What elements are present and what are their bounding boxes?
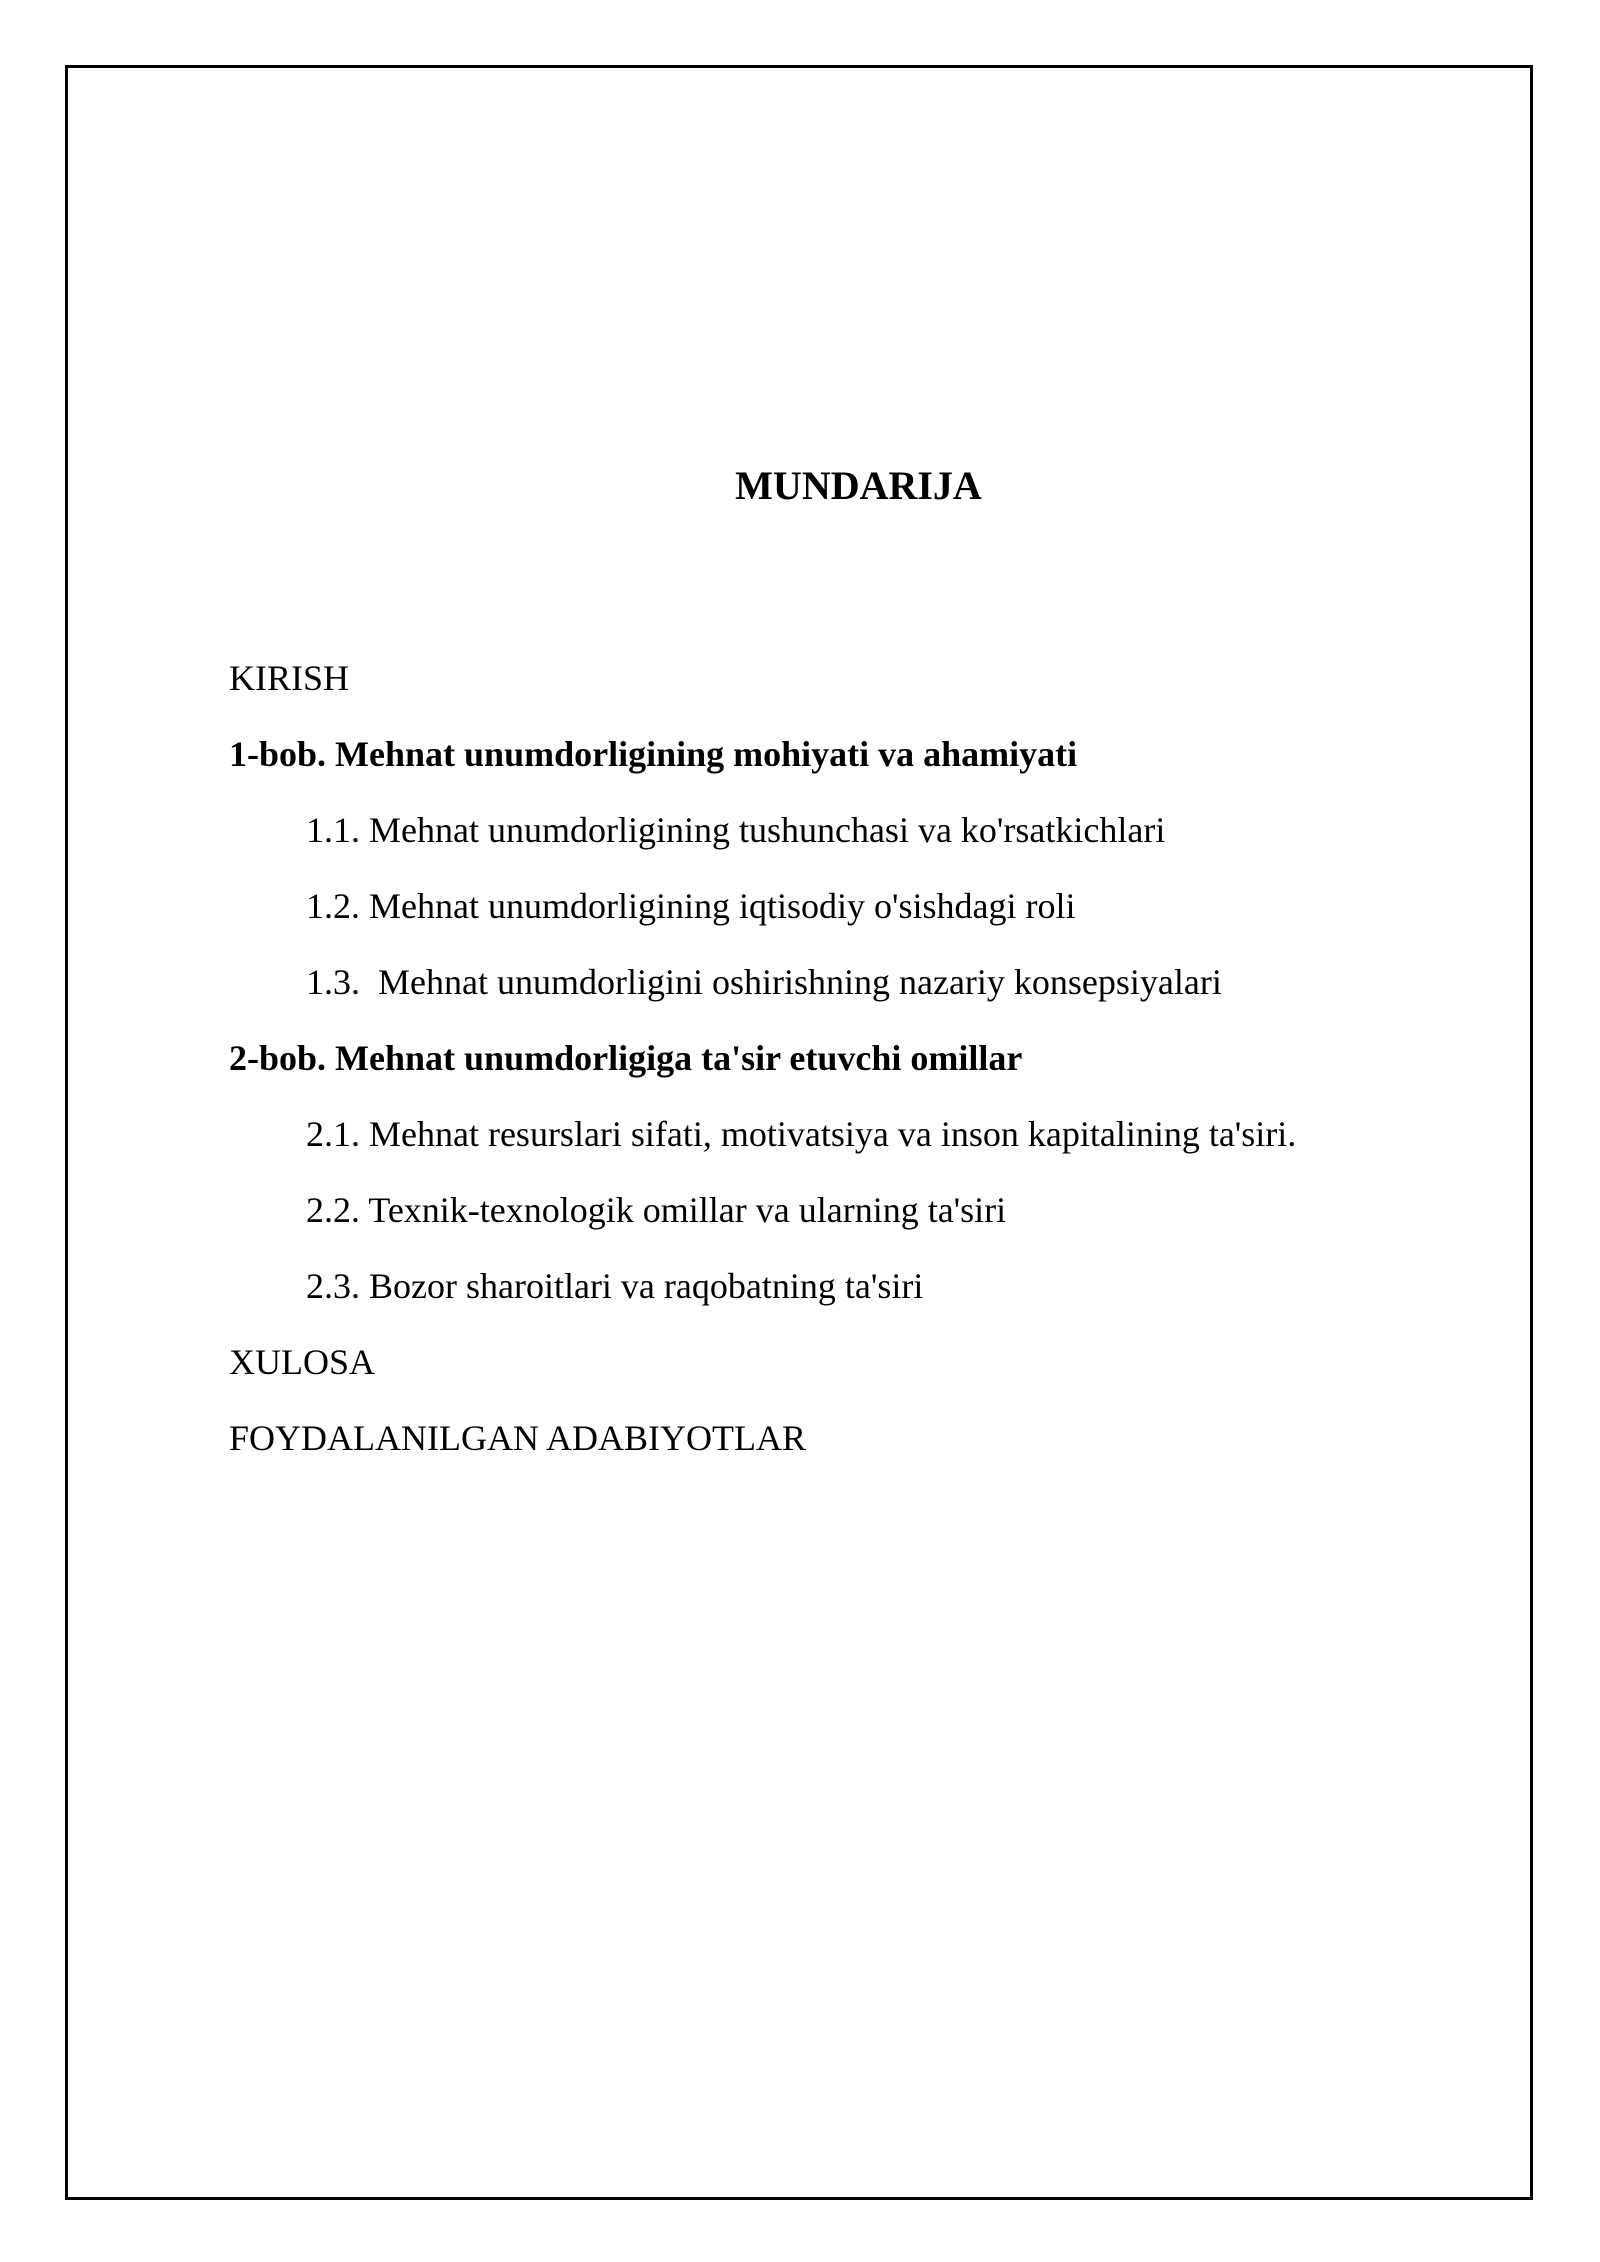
toc-section-2-3: 2.3. Bozor sharoitlari va raqobatning ta'siri: [306, 1266, 924, 1306]
toc-section-1-2: 1.2. Mehnat unumdorligining iqtisodiy o'sishdagi roli: [306, 886, 1076, 926]
toc-item-introduction: KIRISH: [229, 658, 350, 698]
page-title: MUNDARIJA: [735, 463, 982, 508]
toc-section-1-3: 1.3. Mehnat unumdorligini oshirishning nazariy konsepsiyalari: [306, 962, 1222, 1002]
toc-item-references: FOYDALANILGAN ADABIYOTLAR: [229, 1418, 806, 1458]
toc-section-2-2: 2.2. Texnik-texnologik omillar va ularning ta'siri: [306, 1190, 1007, 1230]
toc-section-1-1: 1.1. Mehnat unumdorligining tushunchasi va ko'rsatkichlari: [306, 810, 1166, 850]
toc-item-conclusion: XULOSA: [229, 1342, 376, 1382]
table-of-contents: [229, 640, 1479, 1476]
toc-section-2-1: 2.1. Mehnat resurslari sifati, motivatsiya va inson kapitalining ta'siri.: [306, 1114, 1297, 1154]
toc-chapter-1: 1-bob. Mehnat unumdorligining mohiyati va ahamiyati: [229, 734, 1078, 774]
toc-chapter-2: 2-bob. Mehnat unumdorligiga ta'sir etuvchi omillar: [229, 1038, 1023, 1078]
